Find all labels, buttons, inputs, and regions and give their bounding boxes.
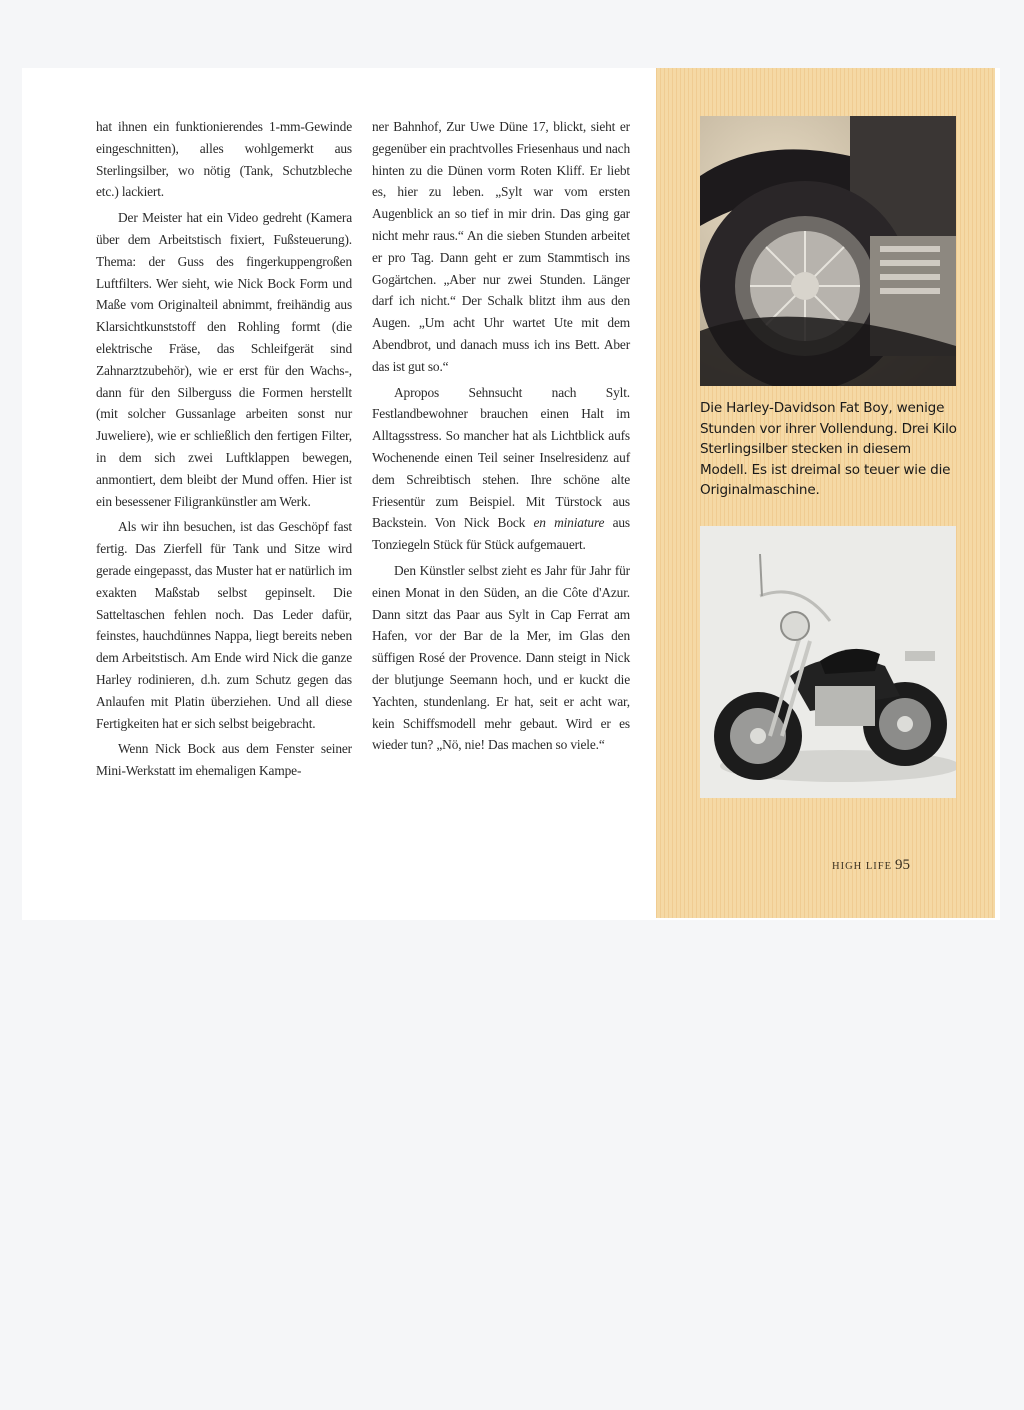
column1-paragraph-4: Wenn Nick Bock aus dem Fenster seiner Mini-Werkstatt im ehemaligen Kampe- (96, 741, 352, 779)
column1-paragraph-2: Der Meister hat ein Video gedreht (Kamera über dem Arbeitstisch fixiert, Fußsteuerung). Thema: der Guss des fingerkuppengroßen Luftfilters. Wer sieht, wie Nick Bock Form und Maße vom Originalteil abnimmt, freihändig aus Klarsichtkunststoff den Rohling formt (die elektrische Fräse, das Schleifgerät sind Zahnarztzubehör), wie er erst für den Wachs-, dann für den Silberguss die Formen herstellt (mit solcher Gussanlage arbeiten sonst nur Juweliere), wie er schließlich den fertigen Filter, in dem sich zwei Luftklappen bewegen, anmontiert, dem bleibt der Mund offen. Hier ist ein besessener Filigrankünstler am Werk. (96, 210, 352, 509)
motorcycle-model-photo (700, 526, 956, 798)
magazine-name: HIGH LIFE (832, 861, 893, 872)
column1-paragraph-1: hat ihnen ein funktionierendes 1-mm-Gewinde eingeschnitten), alles wohlgemerkt aus Sterlingsilber, wo nötig (Tank, Schutzbleche etc.) lackiert. (96, 119, 352, 200)
column2-paragraph-3: Den Künstler selbst zieht es Jahr für Jahr für einen Monat in den Süden, an die Côte d'Azur. Dann sitzt das Paar aus Sylt in Cap Ferrat am Hafen, vor der Bar de la Mer, im Glas den süffigen Rosé der Provence. Dann steigt in Nick der blutjunge Seemann hoch, und er kuckt die Yachten, stundenlang. Er hat, seit er acht war, kein Schiffsmodell mehr gebaut. Wird er es wieder tun? „Nö, nie! Das machen so viele.“ (372, 562, 630, 753)
sidebar-panel (656, 68, 995, 918)
page-folio (832, 856, 910, 874)
italic-phrase: en miniature (533, 515, 605, 531)
paragraph-text: Apropos Sehnsucht nach Sylt. Festlandbewohner brauchen einen Halt im Alltagsstress. So mancher hat als Lichtblick aufs Wochenende einen Teil seiner Inselresidenz auf dem Schreibtisch stehen. Ihre schöne alte Friesentür zum Beispiel. Mit Türstock aus Backstein. Von Nick Bock (372, 384, 630, 531)
motorcycle-closeup-photo (700, 116, 956, 386)
paragraph-text: aus Tonziegeln Stück für Stück aufgemauert. (372, 515, 630, 553)
column2-paragraph-2 (372, 382, 630, 556)
column2-paragraph-1: ner Bahnhof, Zur Uwe Düne 17, blickt, sieht er gegenüber ein prachtvolles Friesenhaus und nach hinten zu die Dünen vorm Roten Kliff. Er liebt es, hier zu leben. „Sylt war vom ersten Augenblick an so tief in mir drin. Das ging gar nicht mehr raus.“ An die sieben Stunden arbeitet er pro Tag. Dann geht er zum Stammtisch ins Gogärtchen. „Aber nur zwei Stunden. Länger darf ich nicht.“ Der Schalk blitzt ihm aus den Augen. „Um acht Uhr wartet Ute mit dem Abendbrot, und danach muss ich ins Bett. Aber das ist gut so.“ (372, 119, 630, 374)
article-column-2 (372, 116, 630, 756)
photo-caption: Die Harley-Davidson Fat Boy, wenige Stunden vor ihrer Vollendung. Drei Kilo Sterlingsilber stecken in diesem Modell. Es ist dreimal so teuer wie die Originalmaschine. (700, 400, 957, 498)
page-number: 95 (895, 857, 911, 873)
column1-paragraph-3: Als wir ihn besuchen, ist das Geschöpf fast fertig. Das Zierfell für Tank und Sitze wird gerade eingepasst, das Muster hat er natürlich im exakten Maßstab selbst gepinselt. Die Satteltaschen fehlen noch. Das Leder dafür, feinstes, hauchdünnes Nappa, liegt bereits neben dem Arbeitstisch. Am Ende wird Nick die ganze Harley rodinieren, d.h. zum Schutz gegen das Anlaufen mit Platin überziehen. Und all diese Fertigkeiten hat er sich selbst beigebracht. (96, 519, 352, 731)
article-column-1 (96, 116, 352, 782)
